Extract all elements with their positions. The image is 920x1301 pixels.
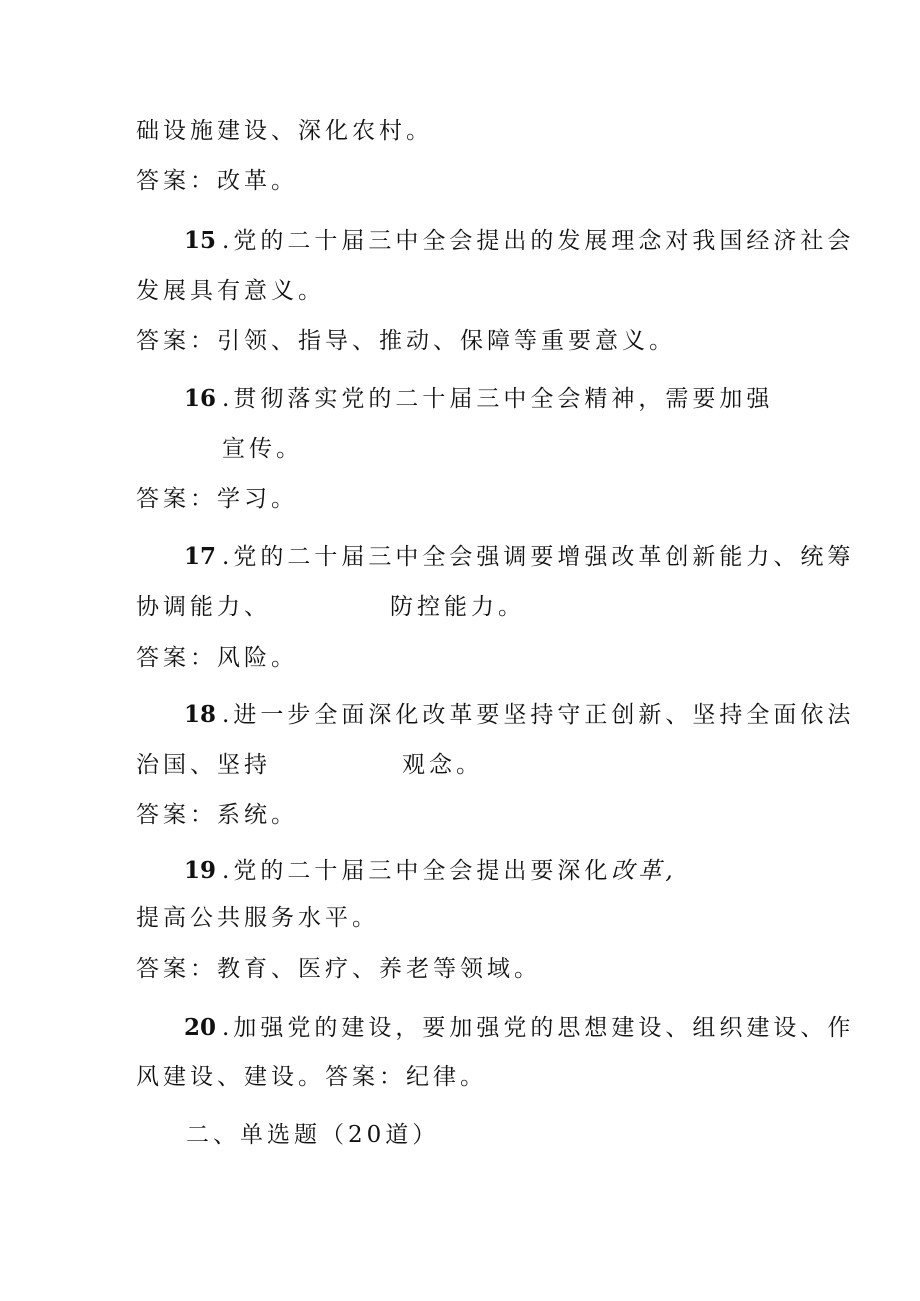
text-line: [136, 1062, 487, 1092]
answer-text: 答案：系统。: [136, 802, 298, 828]
question-15: [184, 226, 854, 256]
question-18: [184, 700, 854, 730]
answer-text: 答案：引领、指导、推动、保障等重要意义。: [136, 328, 676, 354]
answer-line: [136, 326, 676, 356]
answer-text: 答案：学习。: [136, 486, 298, 512]
answer-text: 答案：改革。: [136, 168, 298, 194]
question-number: 17: [184, 543, 217, 570]
question-text: 贯彻落实党的二十届三中全会精神，需要加强: [233, 386, 774, 412]
question-19: [184, 856, 677, 886]
line-text: 观念。: [402, 752, 483, 778]
question-20: [184, 1013, 854, 1043]
answer-text: 答案：风险。: [136, 645, 298, 671]
line-text: 防控能力。: [390, 594, 525, 620]
text-line: [136, 750, 271, 780]
line-text: 协调能力、: [136, 594, 271, 620]
question-text-italic: 改革,: [611, 858, 677, 884]
answer-line: [136, 954, 541, 984]
text-line: [136, 592, 271, 622]
line-text: 提高公共服务水平。: [136, 905, 379, 931]
question-text: 党的二十届三中全会提出要深化: [233, 858, 612, 884]
question-text: 加强党的建设，要加强党的思想建设、组织建设、作: [233, 1015, 855, 1041]
question-16: [184, 384, 773, 414]
text-line: [136, 116, 433, 146]
number-dot: .: [222, 386, 230, 412]
answer-line: [136, 166, 298, 196]
line-text: 治国、坚持: [136, 752, 271, 778]
section-heading: [186, 1120, 439, 1150]
answer-line: [136, 643, 298, 673]
text-line: [136, 903, 379, 933]
question-number: 16: [184, 385, 217, 412]
line-text: 宣传。: [222, 436, 303, 462]
answer-line: [136, 800, 298, 830]
number-dot: .: [222, 858, 230, 884]
number-dot: .: [222, 228, 230, 254]
text-line: [390, 592, 525, 622]
line-text: 风建设、建设。答案：纪律。: [136, 1064, 487, 1090]
answer-text: 答案：教育、医疗、养老等领域。: [136, 956, 541, 982]
line-text: 础设施建设、深化农村。: [136, 118, 433, 144]
question-text: 党的二十届三中全会强调要增强改革创新能力、统筹: [233, 544, 855, 570]
number-dot: .: [222, 1015, 230, 1041]
number-dot: .: [222, 544, 230, 570]
question-number: 18: [184, 701, 217, 728]
line-text: 发展具有意义。: [136, 278, 325, 304]
text-line: [136, 276, 325, 306]
text-line: [402, 750, 483, 780]
question-number: 20: [184, 1014, 217, 1041]
question-number: 19: [184, 857, 217, 884]
question-number: 15: [184, 227, 217, 254]
question-text: 党的二十届三中全会提出的发展理念对我国经济社会: [233, 228, 855, 254]
question-17: [184, 542, 854, 572]
question-text: 进一步全面深化改革要坚持守正创新、坚持全面依法: [233, 702, 855, 728]
number-dot: .: [222, 702, 230, 728]
answer-line: [136, 484, 298, 514]
text-line: [222, 434, 303, 464]
section-heading-text: 二、单选题（20道）: [186, 1122, 440, 1148]
